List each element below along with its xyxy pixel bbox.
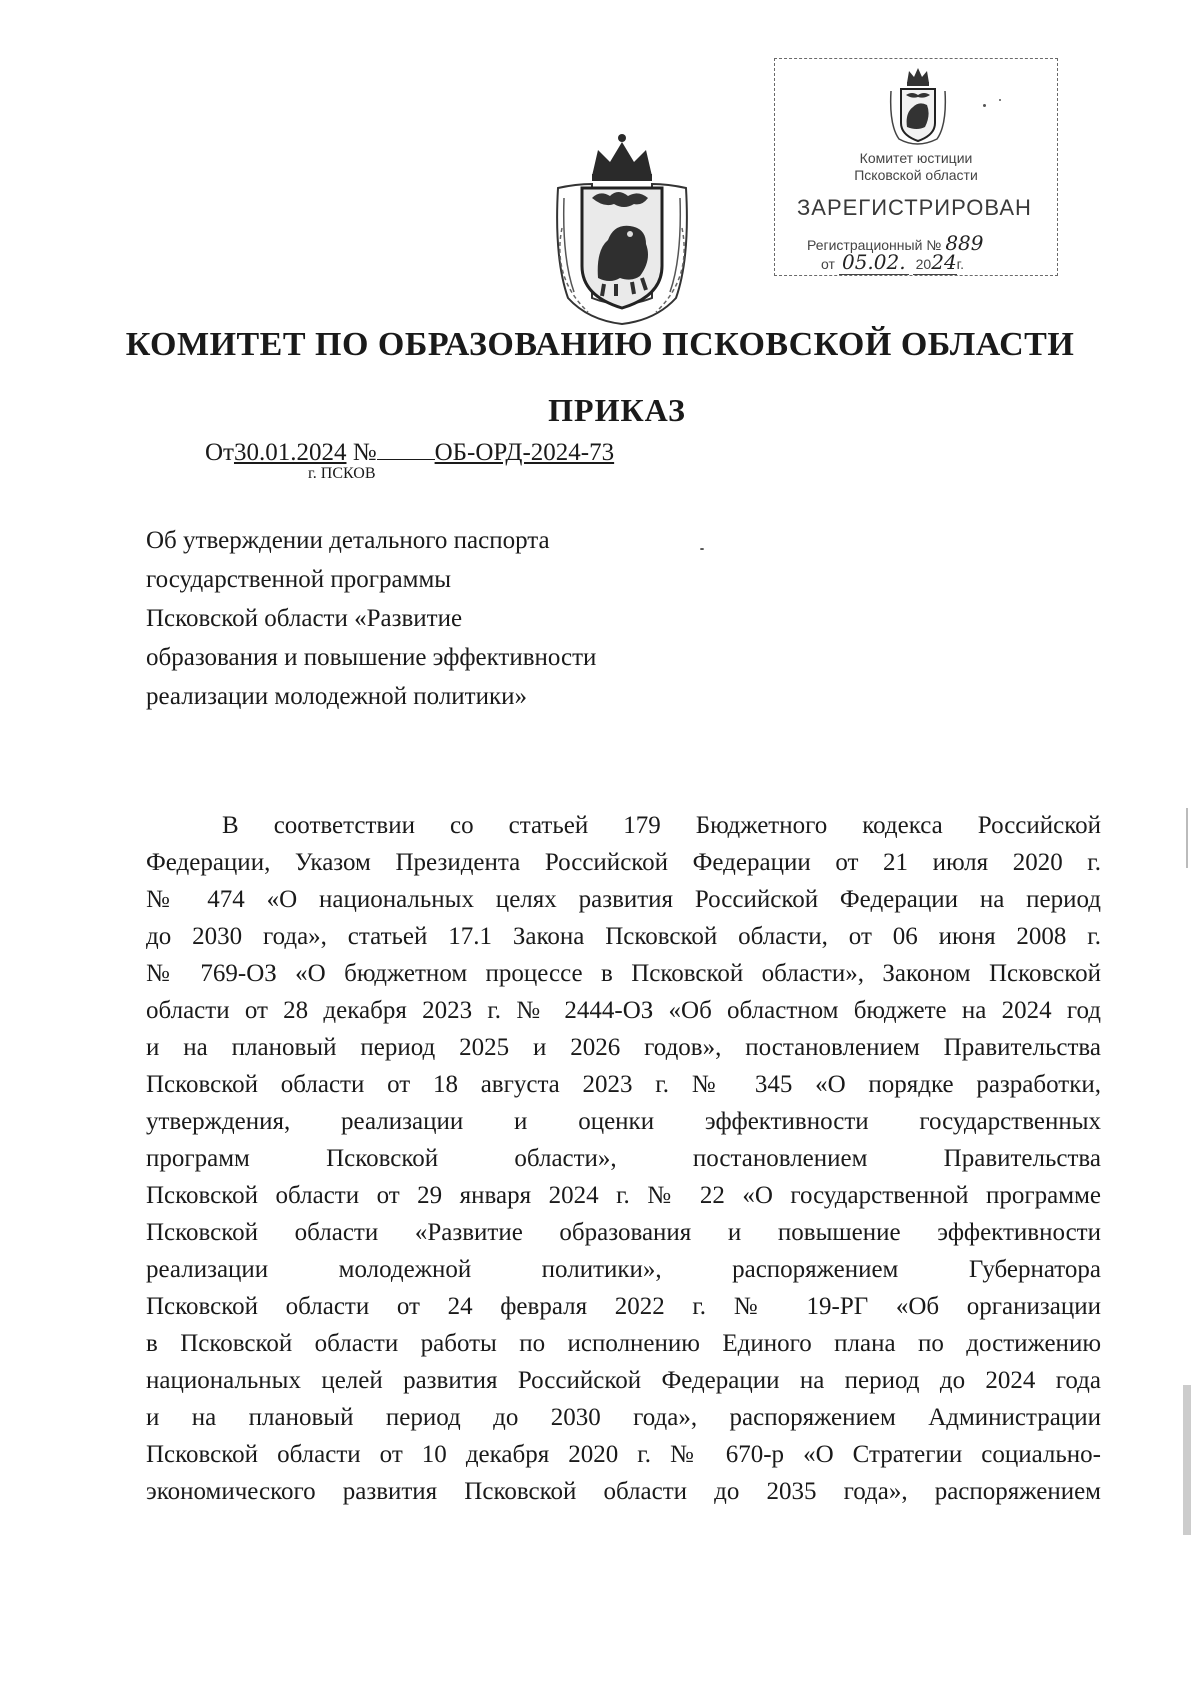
stamp-status: ЗАРЕГИСТРИРОВАН	[797, 195, 1032, 220]
body-line: № 474 «О национальных целях развития Российской Федерации на период	[146, 886, 1101, 913]
registration-stamp	[774, 58, 1058, 276]
subject-line: образования и повышение эффективности	[146, 644, 597, 671]
stamp-year-handwritten: 24	[931, 250, 957, 274]
stamp-org-line2: Псковской области	[854, 167, 978, 183]
body-line: до 2030 года», статьей 17.1 Закона Псковской области, от 06 июня 2008 г.	[146, 923, 1101, 950]
body-line: утверждения, реализации и оценки эффективности государственных	[146, 1108, 1101, 1135]
body-line: программ Псковской области», постановлением Правительства	[146, 1145, 1101, 1172]
body-line: экономического развития Псковской области до 2035 года», распоряжением	[146, 1478, 1101, 1505]
stamp-emblem-icon	[887, 65, 949, 149]
order-date-number-line	[205, 437, 614, 467]
body-line: реализации молодежной политики», распоряжением Губернатора	[146, 1256, 1101, 1283]
body-line: национальных целей развития Российской Федерации на период до 2024 года	[146, 1367, 1101, 1394]
city-label: г. ПСКОВ	[308, 465, 376, 482]
from-label: От	[205, 439, 234, 466]
body-line: № 769-ОЗ «О бюджетном процессе в Псковской области», Законом Псковской	[146, 960, 1101, 987]
stamp-year-suffix: г.	[956, 256, 964, 272]
stamp-date-prefix: от	[821, 256, 835, 272]
subject-line: государственной программы	[146, 566, 452, 593]
organization-title: КОМИТЕТ ПО ОБРАЗОВАНИЮ ПСКОВСКОЙ ОБЛАСТИ	[125, 326, 1075, 363]
scan-speck	[1183, 1385, 1191, 1535]
order-date: 30.01.2024	[233, 439, 347, 466]
subject-line: Псковской области «Развитие	[146, 605, 463, 632]
stamp-reg-number: 889	[945, 231, 984, 255]
order-subject	[146, 521, 596, 716]
scan-speck	[999, 99, 1001, 101]
scan-speck	[983, 104, 986, 107]
document-type-title: ПРИКАЗ	[548, 392, 686, 428]
order-number: ОБ-ОРД-2024-73	[434, 439, 615, 466]
body-line: в Псковской области работы по исполнению Единого плана по достижению	[146, 1330, 1101, 1357]
body-line: и на плановый период до 2030 года», распоряжением Администрации	[146, 1404, 1101, 1431]
body-line: Федерации, Указом Президента Российской Федерации от 21 июля 2020 г.	[146, 849, 1101, 876]
stamp-reg-label: Регистрационный №	[807, 237, 942, 253]
stamp-year-prefix: 20	[915, 256, 932, 272]
stamp-org-line1: Комитет юстиции	[859, 150, 973, 166]
order-body-text	[146, 807, 1101, 1510]
body-line: Псковской области «Развитие образования и повышение эффективности	[146, 1219, 1101, 1246]
body-line: Псковской области от 18 августа 2023 г. № 345 «О порядке разработки,	[146, 1071, 1101, 1098]
body-line: В соответствии со статьей 179 Бюджетного кодекса Российской	[222, 812, 1101, 839]
scan-speck	[700, 548, 704, 550]
stamp-date-handwritten: 05.02.	[841, 250, 906, 274]
body-line: Псковской области от 10 декабря 2020 г. № 670-р «О Стратегии социально-	[146, 1441, 1101, 1468]
body-line: Псковской области от 24 февраля 2022 г. № 19-РГ «Об организации	[146, 1293, 1101, 1320]
body-line: и на плановый период 2025 и 2026 годов», постановлением Правительства	[146, 1034, 1101, 1061]
number-label: №	[352, 439, 377, 466]
coat-of-arms-emblem	[548, 128, 696, 328]
stamp-reg-date-line	[821, 250, 964, 275]
body-line: области от 28 декабря 2023 г. № 2444-ОЗ «Об областном бюджете на 2024 год	[146, 997, 1101, 1024]
subject-line: Об утверждении детального паспорта	[146, 527, 550, 554]
body-line: Псковской области от 29 января 2024 г. № 22 «О государственной программе	[146, 1182, 1101, 1209]
subject-line: реализации молодежной политики»	[146, 683, 528, 710]
scan-speck	[1186, 808, 1188, 868]
